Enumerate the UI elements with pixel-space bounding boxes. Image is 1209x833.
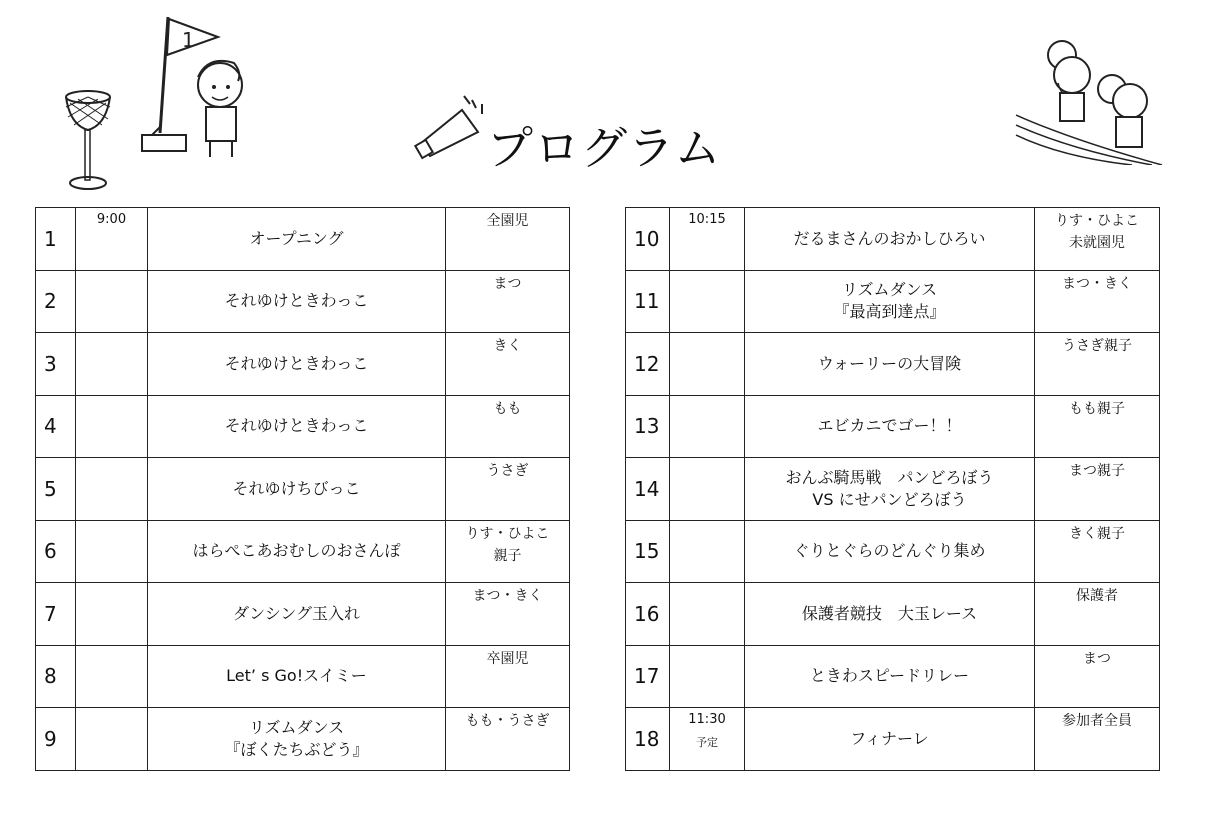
participant-group bbox=[446, 520, 570, 583]
program-time bbox=[670, 270, 745, 333]
participant-group bbox=[446, 395, 570, 458]
program-time bbox=[670, 708, 745, 771]
participant-group bbox=[1035, 270, 1160, 333]
participant-group-line: りす・ひよこ bbox=[1055, 213, 1139, 229]
event-name bbox=[745, 208, 1035, 271]
participant-group-line: 全園児 bbox=[486, 213, 529, 229]
basket-pole-illustration bbox=[58, 85, 118, 195]
event-name bbox=[745, 708, 1035, 771]
participant-group bbox=[446, 645, 570, 708]
event-name-line: オープニング bbox=[249, 228, 344, 248]
program-row bbox=[626, 520, 1160, 583]
event-name bbox=[745, 333, 1035, 396]
participant-group-line: もも bbox=[493, 400, 522, 417]
start-time: 11:30 bbox=[688, 712, 726, 727]
participant-group bbox=[1035, 520, 1160, 583]
participant-group-line: 卒園児 bbox=[486, 650, 529, 667]
event-name bbox=[745, 583, 1035, 646]
event-name bbox=[745, 395, 1035, 458]
event-name-line: VS にせパンどろぼう bbox=[812, 489, 967, 509]
program-number: 15 bbox=[626, 520, 670, 583]
participant-group-line: りす・ひよこ bbox=[465, 525, 550, 542]
participant-group bbox=[1035, 458, 1160, 521]
program-row bbox=[626, 270, 1160, 333]
program-row bbox=[36, 520, 570, 583]
program-row bbox=[626, 333, 1160, 396]
participant-group-line: まつ bbox=[493, 275, 522, 292]
program-number: 7 bbox=[36, 583, 76, 646]
participant-group-line: 保護者 bbox=[1076, 588, 1118, 604]
start-time: 9:00 bbox=[96, 212, 127, 227]
participant-group-line: うさぎ親子 bbox=[1062, 338, 1132, 354]
participant-group-line: もも・うさぎ bbox=[465, 713, 550, 729]
program-row bbox=[626, 458, 1160, 521]
program-time bbox=[76, 270, 148, 333]
event-name-line: ときわスピードリレー bbox=[809, 666, 970, 686]
program-row bbox=[36, 458, 570, 521]
event-name bbox=[148, 270, 446, 333]
program-row bbox=[626, 208, 1160, 271]
participant-group-line: きく bbox=[493, 338, 522, 354]
participant-group-line: 親子 bbox=[493, 547, 522, 564]
megaphone-icon bbox=[412, 92, 492, 162]
program-number: 18 bbox=[626, 708, 670, 771]
program-row bbox=[626, 395, 1160, 458]
program-time bbox=[76, 583, 148, 646]
event-name bbox=[148, 520, 446, 583]
cheering-kids-illustration bbox=[1012, 25, 1172, 165]
event-name bbox=[745, 270, 1035, 333]
program-time bbox=[670, 208, 745, 271]
event-name bbox=[745, 645, 1035, 708]
program-number: 11 bbox=[626, 270, 670, 333]
event-name-line: ぐりとぐらのどんぐり集め bbox=[793, 541, 986, 561]
program-time bbox=[76, 333, 148, 396]
program-time bbox=[76, 520, 148, 583]
program-time bbox=[76, 645, 148, 708]
event-name-line: リズムダンス bbox=[248, 717, 345, 737]
event-name-line: それゆけちびっこ bbox=[232, 478, 361, 498]
participant-group bbox=[446, 583, 570, 646]
program-number: 5 bbox=[36, 458, 76, 521]
program-row bbox=[36, 395, 570, 458]
event-name bbox=[148, 645, 446, 708]
event-name-line: ウォーリーの大冒険 bbox=[817, 353, 962, 373]
event-name-line: エビカニでゴー！！ bbox=[817, 416, 962, 436]
event-name-line: それゆけときわっこ bbox=[224, 353, 369, 373]
program-number: 6 bbox=[36, 520, 76, 583]
program-time bbox=[670, 645, 745, 708]
start-time: 10:15 bbox=[688, 212, 726, 227]
program-time bbox=[670, 395, 745, 458]
participant-group-line: もも親子 bbox=[1069, 400, 1125, 417]
participant-group-line: きく親子 bbox=[1069, 525, 1125, 542]
page-title: プログラム bbox=[487, 121, 722, 175]
event-name-line: 『最高到達点』 bbox=[833, 302, 946, 322]
program-number: 14 bbox=[626, 458, 670, 521]
event-name-line: 『ぼくたちぶどう』 bbox=[224, 739, 369, 759]
participant-group-line: うさぎ bbox=[486, 463, 529, 479]
flag-number: 1 bbox=[182, 28, 195, 52]
event-name bbox=[148, 583, 446, 646]
program-number: 16 bbox=[626, 583, 670, 646]
event-name bbox=[148, 333, 446, 396]
event-name-line: ダンシング玉入れ bbox=[232, 603, 361, 623]
program-number: 8 bbox=[36, 645, 76, 708]
event-name-line: 保護者競技 大玉レース bbox=[801, 603, 978, 623]
participant-group bbox=[446, 708, 570, 771]
event-name-line: おんぶ騎馬戦 パンどろぼう bbox=[785, 467, 994, 487]
program-time bbox=[670, 520, 745, 583]
program-number: 1 bbox=[36, 208, 76, 271]
program-time bbox=[670, 333, 745, 396]
event-name bbox=[148, 708, 446, 771]
program-number: 10 bbox=[626, 208, 670, 271]
program-row bbox=[626, 708, 1160, 771]
event-name bbox=[148, 208, 446, 271]
program-number: 2 bbox=[36, 270, 76, 333]
program-number: 12 bbox=[626, 333, 670, 396]
event-name bbox=[148, 395, 446, 458]
program-number: 4 bbox=[36, 395, 76, 458]
program-table-left bbox=[35, 207, 570, 771]
participant-group bbox=[1035, 645, 1160, 708]
program-number: 9 bbox=[36, 708, 76, 771]
time-note: 予定 bbox=[696, 736, 718, 749]
program-row bbox=[36, 645, 570, 708]
event-name bbox=[745, 458, 1035, 521]
participant-group-line: まつ・きく bbox=[1062, 275, 1132, 292]
program-row bbox=[36, 708, 570, 771]
event-name-line: Let’ s Go!スイミー bbox=[226, 666, 367, 686]
program-time bbox=[670, 583, 745, 646]
participant-group-line: まつ親子 bbox=[1069, 463, 1125, 479]
program-time bbox=[670, 458, 745, 521]
event-name-line: それゆけときわっこ bbox=[224, 416, 369, 436]
program-row bbox=[36, 208, 570, 271]
program-time bbox=[76, 208, 148, 271]
program-time bbox=[76, 708, 148, 771]
participant-group bbox=[1035, 395, 1160, 458]
participant-group bbox=[446, 208, 570, 271]
participant-group bbox=[1035, 583, 1160, 646]
participant-group bbox=[446, 270, 570, 333]
participant-group-line: 未就園児 bbox=[1069, 235, 1125, 251]
program-row bbox=[626, 583, 1160, 646]
program-row bbox=[36, 583, 570, 646]
participant-group-line: 参加者全員 bbox=[1062, 713, 1132, 729]
participant-group bbox=[446, 458, 570, 521]
program-time bbox=[76, 395, 148, 458]
participant-group bbox=[1035, 708, 1160, 771]
title-area bbox=[412, 92, 732, 187]
program-row bbox=[36, 333, 570, 396]
program-number: 3 bbox=[36, 333, 76, 396]
event-name-line: リズムダンス bbox=[841, 280, 938, 300]
program-table-right bbox=[625, 207, 1160, 771]
program-row bbox=[626, 645, 1160, 708]
event-name-line: それゆけときわっこ bbox=[224, 291, 369, 311]
participant-group bbox=[446, 333, 570, 396]
event-name-line: フィナーレ bbox=[850, 728, 929, 748]
program-row bbox=[36, 270, 570, 333]
event-name bbox=[745, 520, 1035, 583]
event-name-line: はらぺこあおむしのおさんぽ bbox=[192, 541, 401, 561]
participant-group bbox=[1035, 333, 1160, 396]
participant-group-line: まつ bbox=[1083, 650, 1111, 667]
program-number: 13 bbox=[626, 395, 670, 458]
event-name-line: だるまさんのおかしひろい bbox=[793, 228, 986, 248]
event-name bbox=[148, 458, 446, 521]
program-time bbox=[76, 458, 148, 521]
participant-group-line: まつ・きく bbox=[472, 588, 543, 604]
boy-with-flag-illustration bbox=[138, 15, 258, 165]
participant-group bbox=[1035, 208, 1160, 271]
program-number: 17 bbox=[626, 645, 670, 708]
